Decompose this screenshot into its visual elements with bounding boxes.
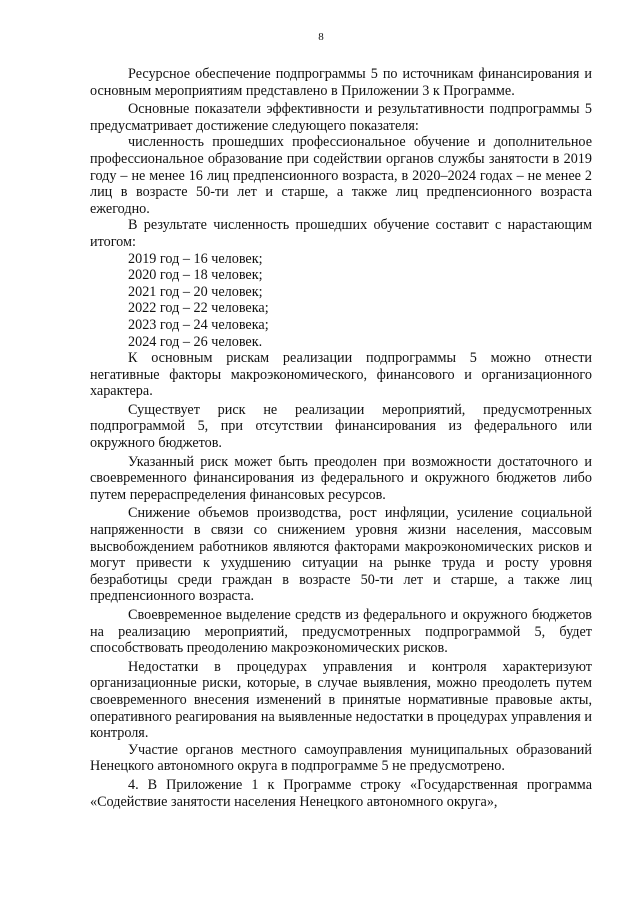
paragraph-main-risks: К основным рискам реализации подпрограммы 5 можно отнести негативные факторы макроэкономического, финансового и организационного характера. xyxy=(90,350,592,400)
paragraph-resource-provision: Ресурсное обеспечение подпрограммы 5 по источникам финансирования и основным мероприятиям представлено в Приложении 3 к Программе. xyxy=(90,66,592,99)
paragraph-funding-risk: Существует риск не реализации мероприятий, предусмотренных подпрограммой 5, при отсутствии финансирования из федерального или окружного бюджетов. xyxy=(90,401,592,452)
paragraph-appendix-amendment: 4. В Приложение 1 к Программе строку «Государственная программа «Содействие занятости населения Ненецкого автономного округа», xyxy=(90,776,592,810)
page-number: 8 xyxy=(318,31,324,43)
paragraph-macroeconomic-risks: Снижение объемов производства, рост инфляции, усиление социальной напряженности в связи со снижением уровня жизни населения, массовым высвобождением работников являются факторами макроэкономических рисков и могут привести к ухудшению ситуации на рынке труда и росту уровня безработицы среди граждан в возрасте 50-ти лет и старше, а также лиц предпенсионного возраста. xyxy=(90,505,592,605)
list-item-2021: 2021 год – 20 человек; xyxy=(128,283,263,300)
paragraph-risk-mitigation: Указанный риск может быть преодолен при возможности достаточного и своевременного финансирования из федерального и окружного бюджетов либо путем перераспределения финансовых ресурсов. xyxy=(90,453,592,503)
paragraph-key-indicators: Основные показатели эффективности и результативности подпрограммы 5 предусматривает достижение следующего показателя: xyxy=(90,101,592,134)
paragraph-indicator-definition: численность прошедших профессиональное обучение и дополнительное профессиональное образование при содействии органов службы занятости в 2019 году – не менее 16 лиц предпенсионного возраста, в 2020–2024 годах – не менее 2 лиц в возрасте 50-ти лет и старше, а также лиц предпенсионного возраста ежегодно. xyxy=(90,134,592,217)
paragraph-cumulative-result: В результате численность прошедших обучение составит с нарастающим итогом: xyxy=(90,217,592,250)
paragraph-local-government: Участие органов местного самоуправления муниципальных образований Ненецкого автономного округа в подпрограмме 5 не предусмотрено. xyxy=(90,741,592,775)
list-item-2020: 2020 год – 18 человек; xyxy=(128,267,263,284)
paragraph-timely-funding: Своевременное выделение средств из федерального и окружного бюджетов на реализацию мероприятий, предусмотренных подпрограммой 5, будет способствовать преодолению макроэкономических рисков. xyxy=(90,607,592,657)
paragraph-organizational-risks: Недостатки в процедурах управления и контроля характеризуют организационные риски, которые, в случае выявления, можно преодолеть путем своевременного внесения изменений в принятые нормативные правовые акты, оперативного реагирования на выявленные недостатки в процедурах управления и контроля. xyxy=(90,658,592,742)
list-item-2019: 2019 год – 16 человек; xyxy=(128,250,263,267)
list-item-2022: 2022 год – 22 человека; xyxy=(128,300,269,317)
list-item-2024: 2024 год – 26 человек. xyxy=(128,333,263,350)
list-item-2023: 2023 год – 24 человека; xyxy=(128,316,269,333)
